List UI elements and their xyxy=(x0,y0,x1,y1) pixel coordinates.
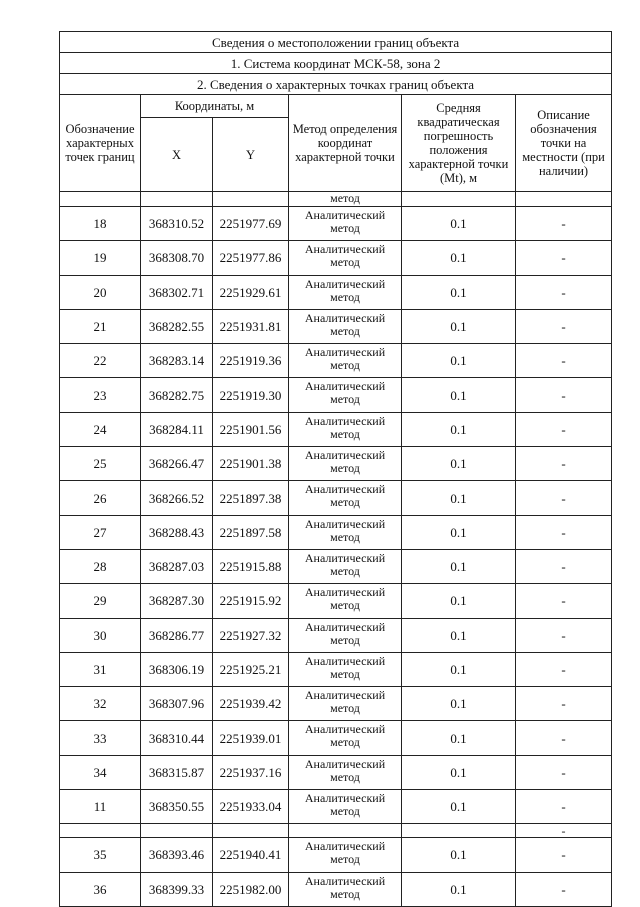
method-cell: Аналитический метод xyxy=(289,481,402,515)
description-cell: - xyxy=(516,755,612,789)
table-row xyxy=(60,378,612,412)
coordinate-system: 1. Система координат МСК-58, зона 2 xyxy=(60,53,612,74)
description-cell: - xyxy=(516,378,612,412)
y-cell: 2251939.42 xyxy=(213,687,289,721)
error-cell: 0.1 xyxy=(402,584,516,618)
table-row xyxy=(60,309,612,343)
point-cell: 29 xyxy=(60,584,141,618)
y-cell: 2251919.30 xyxy=(213,378,289,412)
continuation-row xyxy=(60,192,612,207)
document-title: Сведения о местоположении границ объекта xyxy=(60,32,612,53)
x-cell: 368282.75 xyxy=(141,378,213,412)
point-cell: 25 xyxy=(60,447,141,481)
x-cell: 368399.33 xyxy=(141,872,213,906)
y-cell: 2251897.38 xyxy=(213,481,289,515)
y-cell: 2251915.92 xyxy=(213,584,289,618)
point-cell: 21 xyxy=(60,309,141,343)
x-cell: 368310.52 xyxy=(141,207,213,241)
error-cell: 0.1 xyxy=(402,378,516,412)
point-cell: 28 xyxy=(60,549,141,583)
method-cell: Аналитический метод xyxy=(289,309,402,343)
point-cell: 30 xyxy=(60,618,141,652)
x-cell: 368266.47 xyxy=(141,447,213,481)
x-cell: 368266.52 xyxy=(141,481,213,515)
description-cell: - xyxy=(516,344,612,378)
x-cell: 368288.43 xyxy=(141,515,213,549)
table-row xyxy=(60,687,612,721)
point-cell: 31 xyxy=(60,652,141,686)
method-cell: Аналитический метод xyxy=(289,378,402,412)
description-cell: - xyxy=(516,721,612,755)
table-row xyxy=(60,207,612,241)
method-cell: Аналитический метод xyxy=(289,721,402,755)
point-cell: 23 xyxy=(60,378,141,412)
description-cell: - xyxy=(516,790,612,824)
x-cell: 368308.70 xyxy=(141,241,213,275)
y-cell: 2251977.69 xyxy=(213,207,289,241)
x-cell: 368282.55 xyxy=(141,309,213,343)
table-row xyxy=(60,838,612,872)
y-cell: 2251897.58 xyxy=(213,515,289,549)
method-cell: Аналитический метод xyxy=(289,790,402,824)
table-row xyxy=(60,584,612,618)
error-cell: 0.1 xyxy=(402,790,516,824)
separator-row xyxy=(60,824,612,838)
y-cell: 2251931.81 xyxy=(213,309,289,343)
point-cell: 34 xyxy=(60,755,141,789)
point-cell: 20 xyxy=(60,275,141,309)
y-cell: 2251901.56 xyxy=(213,412,289,446)
description-cell: - xyxy=(516,687,612,721)
method-cell: Аналитический метод xyxy=(289,584,402,618)
y-cell: 2251982.00 xyxy=(213,872,289,906)
method-cell: Аналитический метод xyxy=(289,275,402,309)
y-cell: 2251919.36 xyxy=(213,344,289,378)
table-row xyxy=(60,549,612,583)
description-cell: - xyxy=(516,481,612,515)
point-cell: 27 xyxy=(60,515,141,549)
table-row xyxy=(60,481,612,515)
method-cell: Аналитический метод xyxy=(289,838,402,872)
x-cell: 368306.19 xyxy=(141,652,213,686)
point-cell: 18 xyxy=(60,207,141,241)
point-cell: 36 xyxy=(60,872,141,906)
point-cell: 22 xyxy=(60,344,141,378)
table-row xyxy=(60,344,612,378)
error-cell: 0.1 xyxy=(402,241,516,275)
header-y: Y xyxy=(213,118,289,192)
method-cell: Аналитический метод xyxy=(289,241,402,275)
description-cell: - xyxy=(516,275,612,309)
error-cell: 0.1 xyxy=(402,344,516,378)
y-cell: 2251927.32 xyxy=(213,618,289,652)
method-cell: Аналитический метод xyxy=(289,447,402,481)
x-cell: 368310.44 xyxy=(141,721,213,755)
table-row xyxy=(60,515,612,549)
continuation-method: метод xyxy=(289,192,402,207)
error-cell: 0.1 xyxy=(402,687,516,721)
description-cell: - xyxy=(516,412,612,446)
error-cell: 0.1 xyxy=(402,618,516,652)
description-cell: - xyxy=(516,652,612,686)
y-cell: 2251925.21 xyxy=(213,652,289,686)
y-cell: 2251933.04 xyxy=(213,790,289,824)
description-cell: - xyxy=(516,549,612,583)
header-point: Обозначение характерных точек границ xyxy=(60,95,141,192)
method-cell: Аналитический метод xyxy=(289,687,402,721)
separator-description: - xyxy=(516,824,612,838)
x-cell: 368307.96 xyxy=(141,687,213,721)
method-cell: Аналитический метод xyxy=(289,872,402,906)
error-cell: 0.1 xyxy=(402,447,516,481)
method-cell: Аналитический метод xyxy=(289,652,402,686)
error-cell: 0.1 xyxy=(402,412,516,446)
header-error: Средняя квадратическая погрешность положения характерной точки (Mt), м xyxy=(402,95,516,192)
x-cell: 368284.11 xyxy=(141,412,213,446)
y-cell: 2251929.61 xyxy=(213,275,289,309)
table-row xyxy=(60,412,612,446)
error-cell: 0.1 xyxy=(402,207,516,241)
error-cell: 0.1 xyxy=(402,275,516,309)
method-cell: Аналитический метод xyxy=(289,755,402,789)
point-cell: 33 xyxy=(60,721,141,755)
point-cell: 26 xyxy=(60,481,141,515)
description-cell: - xyxy=(516,584,612,618)
table-row xyxy=(60,618,612,652)
section-heading: 2. Сведения о характерных точках границ объекта xyxy=(60,74,612,95)
method-cell: Аналитический метод xyxy=(289,515,402,549)
error-cell: 0.1 xyxy=(402,481,516,515)
x-cell: 368287.03 xyxy=(141,549,213,583)
table-row xyxy=(60,872,612,906)
error-cell: 0.1 xyxy=(402,872,516,906)
table-row xyxy=(60,447,612,481)
point-cell: 35 xyxy=(60,838,141,872)
x-cell: 368283.14 xyxy=(141,344,213,378)
point-cell: 11 xyxy=(60,790,141,824)
y-cell: 2251901.38 xyxy=(213,447,289,481)
point-cell: 32 xyxy=(60,687,141,721)
error-cell: 0.1 xyxy=(402,309,516,343)
header-description: Описание обозначения точки на местности (при наличии) xyxy=(516,95,612,192)
description-cell: - xyxy=(516,309,612,343)
x-cell: 368315.87 xyxy=(141,755,213,789)
point-cell: 24 xyxy=(60,412,141,446)
table-row xyxy=(60,790,612,824)
table-row xyxy=(60,755,612,789)
error-cell: 0.1 xyxy=(402,838,516,872)
header-x: X xyxy=(141,118,213,192)
table-row xyxy=(60,241,612,275)
table-row xyxy=(60,652,612,686)
method-cell: Аналитический метод xyxy=(289,618,402,652)
method-cell: Аналитический метод xyxy=(289,549,402,583)
error-cell: 0.1 xyxy=(402,515,516,549)
error-cell: 0.1 xyxy=(402,755,516,789)
y-cell: 2251915.88 xyxy=(213,549,289,583)
x-cell: 368350.55 xyxy=(141,790,213,824)
method-cell: Аналитический метод xyxy=(289,412,402,446)
error-cell: 0.1 xyxy=(402,652,516,686)
y-cell: 2251937.16 xyxy=(213,755,289,789)
description-cell: - xyxy=(516,618,612,652)
description-cell: - xyxy=(516,515,612,549)
x-cell: 368286.77 xyxy=(141,618,213,652)
table-row xyxy=(60,275,612,309)
x-cell: 368393.46 xyxy=(141,838,213,872)
x-cell: 368302.71 xyxy=(141,275,213,309)
y-cell: 2251977.86 xyxy=(213,241,289,275)
description-cell: - xyxy=(516,872,612,906)
y-cell: 2251939.01 xyxy=(213,721,289,755)
description-cell: - xyxy=(516,207,612,241)
description-cell: - xyxy=(516,447,612,481)
description-cell: - xyxy=(516,241,612,275)
table-row xyxy=(60,721,612,755)
y-cell: 2251940.41 xyxy=(213,838,289,872)
point-cell: 19 xyxy=(60,241,141,275)
method-cell: Аналитический метод xyxy=(289,207,402,241)
boundary-points-table xyxy=(59,31,612,907)
error-cell: 0.1 xyxy=(402,721,516,755)
method-cell: Аналитический метод xyxy=(289,344,402,378)
x-cell: 368287.30 xyxy=(141,584,213,618)
header-method: Метод определения координат характерной точки xyxy=(289,95,402,192)
header-coordinates: Координаты, м xyxy=(141,95,289,118)
coordinates-sheet xyxy=(59,31,611,907)
error-cell: 0.1 xyxy=(402,549,516,583)
description-cell: - xyxy=(516,838,612,872)
